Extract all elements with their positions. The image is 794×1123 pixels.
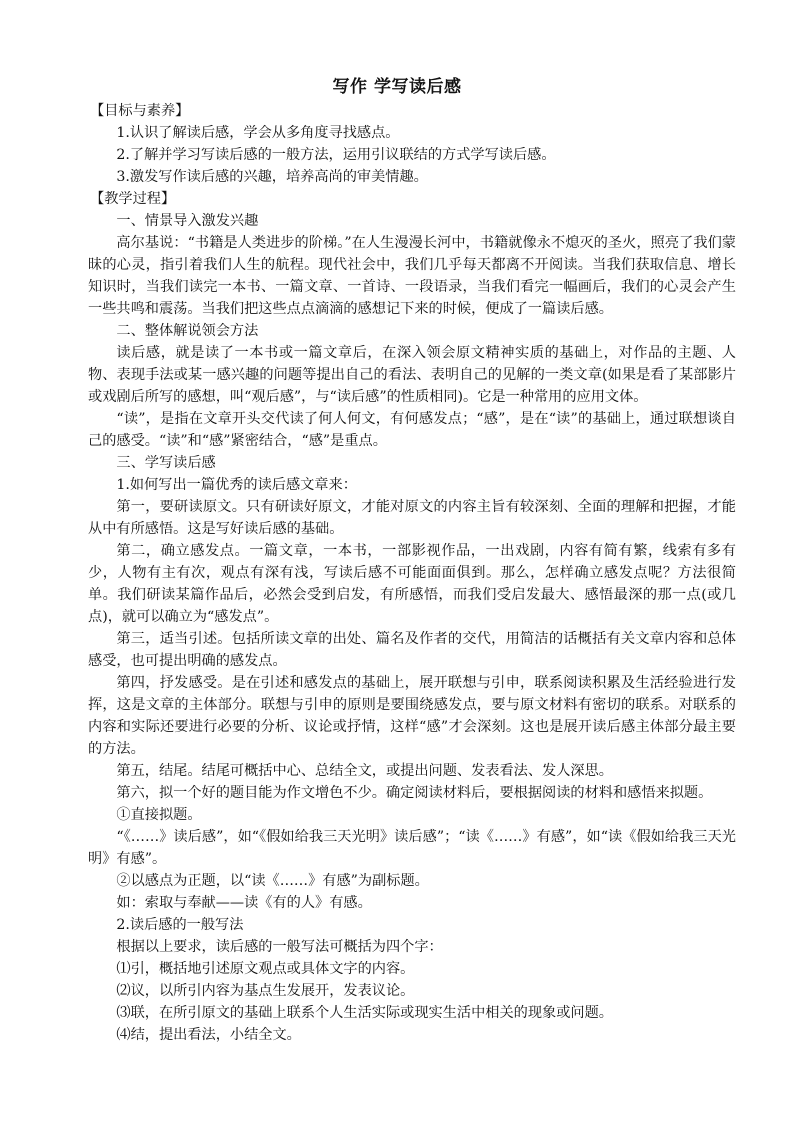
subheading: 三、学写读后感: [116, 455, 216, 471]
document-body: [88, 100, 736, 1046]
goal-item: 2.了解并学习写读后感的一般方法，运用引议联结的方式学写读后感。: [116, 147, 556, 163]
paragraph: 第六，拟一个好的题目能为作文增色不少。确定阅读材料后，要根据阅读的材料和感悟来拟题。: [116, 785, 713, 801]
document-title: 写作 学写读后感: [332, 77, 462, 97]
goal-item: 3.激发写作读后感的兴趣，培养高尚的审美情趣。: [116, 169, 428, 185]
paragraph: 根据以上要求，读后感的一般写法可概括为四个字：: [116, 939, 443, 955]
subheading: 一、情景导入激发兴趣: [116, 213, 259, 229]
paragraph: 如：索取与奉献——读《有的人》有感。: [116, 895, 372, 911]
paragraph: “读”，是指在文章开头交代读了何人何文，有何感发点；“感”，是在“读”的基础上，通过联想谈自己的感受。“读”和“感”紧密结合，“感”是重点。: [88, 411, 736, 449]
paragraph: 第三，适当引述。包括所读文章的出处、篇名及作者的交代，用简洁的话概括有关文章内容和总体感受，也可提出明确的感发点。: [88, 631, 736, 669]
paragraph: 第一，要研读原文。只有研读好原文，才能对原文的内容主旨有较深刻、全面的理解和把握，才能从中有所感悟。这是写好读后感的基础。: [88, 499, 736, 537]
list-item: ⑷结，提出看法，小结全文。: [116, 1027, 301, 1043]
paragraph: “《……》读后感”，如“《假如给我三天光明》读后感”；“读《……》有感”，如“读《假如给我三天光明》有感”。: [88, 829, 736, 867]
section-heading-goals: 【目标与素养】: [90, 103, 190, 119]
list-heading: 1.如何写出一篇优秀的读后感文章来：: [116, 477, 357, 493]
paragraph: 第二，确立感发点。一篇文章，一本书，一部影视作品，一出戏剧，内容有简有繁，线索有多有少，人物有主有次，观点有深有浅，写读后感不可能面面俱到。那么，怎样确立感发点呢？方法很简单。我们研读某篇作品后，必然会受到启发，有所感悟，而我们受启发最大、感悟最深的那一点(或几点)，就可以确立为“感发点”。: [88, 543, 736, 625]
list-item: ①直接拟题。: [116, 807, 202, 823]
section-heading-process: 【教学过程】: [90, 191, 176, 207]
paragraph: 读后感，就是读了一本书或一篇文章后，在深入领会原文精神实质的基础上，对作品的主题、人物、表现手法或某一感兴趣的问题等提出自己的看法、表明自己的见解的一类文章(如果是看了某部影片或戏剧后所写的感想，叫“观后感”，与“读后感”的性质相同)。它是一种常用的应用文体。: [88, 345, 736, 405]
list-heading: 2.读后感的一般写法: [116, 917, 244, 933]
list-item: ⑵议，以所引内容为基点生发展开，发表议论。: [116, 983, 415, 999]
paragraph: 高尔基说：“书籍是人类进步的阶梯。”在人生漫漫长河中，书籍就像永不熄灭的圣火，照亮了我们蒙昧的心灵，指引着我们人生的航程。现代社会中，我们几乎每天都离不开阅读。当我们获取信息、增长知识时，当我们读完一本书、一篇文章、一首诗、一段语录，当我们看完一幅画后，我们的心灵会产生一些共鸣和震荡。当我们把这些点点滴滴的感想记下来的时候，便成了一篇读后感。: [88, 235, 736, 317]
subheading: 二、整体解说领会方法: [116, 323, 259, 339]
list-item: ⑴引，概括地引述原文观点或具体文字的内容。: [116, 961, 415, 977]
paragraph: 第五，结尾。结尾可概括中心、总结全文，或提出问题、发表看法、发人深思。: [116, 763, 613, 779]
list-item: ②以感点为正题，以“读《……》有感”为副标题。: [116, 873, 429, 889]
list-item: ⑶联，在所引原文的基础上联系个人生活实际或现实生活中相关的现象或问题。: [116, 1005, 613, 1021]
paragraph: 第四，抒发感受。是在引述和感发点的基础上，展开联想与引申，联系阅读积累及生活经验进行发挥，这是文章的主体部分。联想与引申的原则是要围绕感发点，要与原文材料有密切的联系。对联系的内容和实际还要进行必要的分析、议论或抒情，这样“感”才会深刻。这也是展开读后感主体部分最主要的方法。: [88, 675, 736, 757]
goal-item: 1.认识了解读后感，学会从多角度寻找感点。: [116, 125, 400, 141]
